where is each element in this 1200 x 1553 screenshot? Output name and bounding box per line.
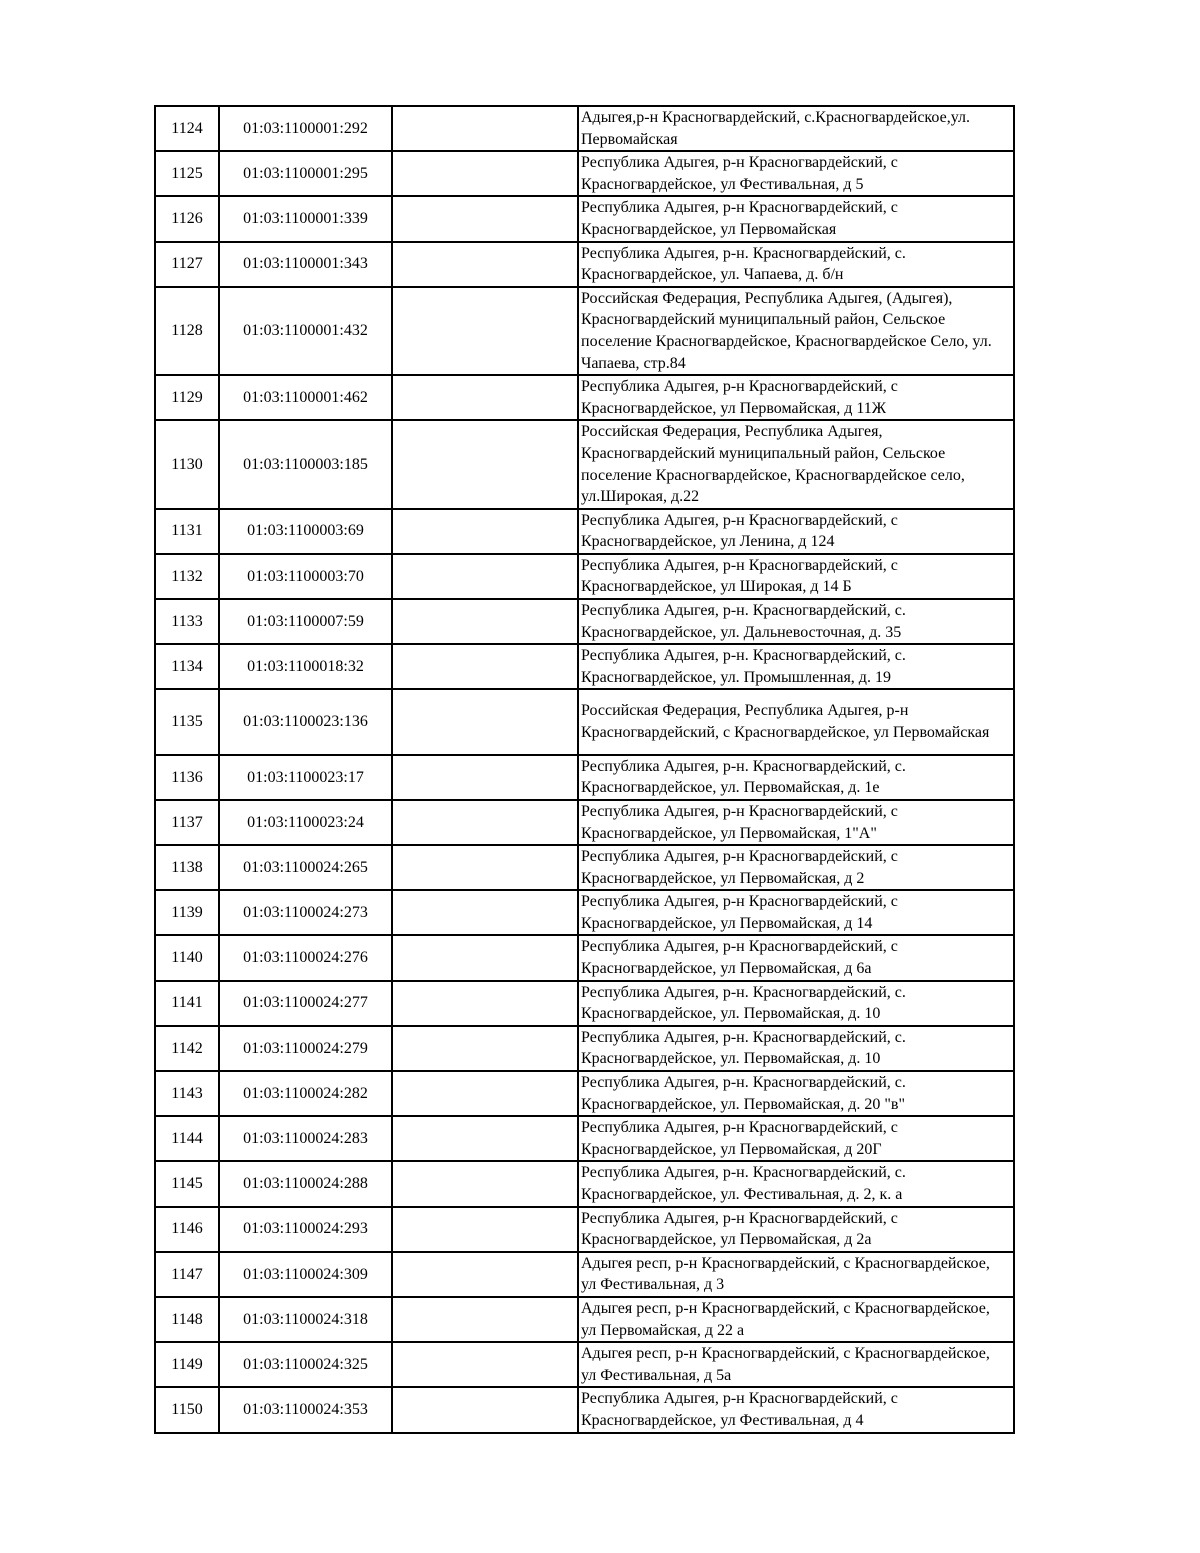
table-row	[155, 1161, 1014, 1206]
cadastral-number-cell: 01:03:1100024:283	[219, 1116, 392, 1161]
empty-cell	[392, 242, 578, 287]
cadastral-number-cell: 01:03:1100024:288	[219, 1161, 392, 1206]
empty-cell	[392, 1342, 578, 1387]
address-cell: Адыгея респ, р-н Красногвардейский, с Красногвардейское, ул Фестивальная, д 5а	[578, 1342, 1014, 1387]
empty-cell	[392, 981, 578, 1026]
cadastral-number-cell: 01:03:1100001:295	[219, 151, 392, 196]
row-number-cell: 1127	[155, 242, 219, 287]
empty-cell	[392, 644, 578, 689]
table-row	[155, 151, 1014, 196]
row-number-cell: 1135	[155, 689, 219, 754]
cadastral-number-cell: 01:03:1100024:353	[219, 1387, 392, 1432]
address-cell: Республика Адыгея, р-н Красногвардейский, с Красногвардейское, ул Фестивальная, д 4	[578, 1387, 1014, 1432]
address-cell: Республика Адыгея, р-н. Красногвардейский, с. Красногвардейское, ул. Фестивальная, д. 2, к. а	[578, 1161, 1014, 1206]
cadastral-number-cell: 01:03:1100024:265	[219, 845, 392, 890]
cadastral-number-cell: 01:03:1100024:318	[219, 1297, 392, 1342]
address-cell: Республика Адыгея, р-н. Красногвардейский, с. Красногвардейское, ул. Чапаева, д. б/н	[578, 242, 1014, 287]
row-number-cell: 1125	[155, 151, 219, 196]
empty-cell	[392, 689, 578, 754]
row-number-cell: 1137	[155, 800, 219, 845]
cadastral-number-cell: 01:03:1100024:325	[219, 1342, 392, 1387]
table-row	[155, 800, 1014, 845]
address-cell: Республика Адыгея, р-н Красногвардейский, с Красногвардейское, ул Первомайская, д 2а	[578, 1207, 1014, 1252]
address-cell: Республика Адыгея, р-н. Красногвардейский, с. Красногвардейское, ул. Первомайская, д. 10	[578, 981, 1014, 1026]
cadastral-number-cell: 01:03:1100023:136	[219, 689, 392, 754]
empty-cell	[392, 196, 578, 241]
cadastral-number-cell: 01:03:1100001:432	[219, 287, 392, 375]
empty-cell	[392, 375, 578, 420]
table-row	[155, 1207, 1014, 1252]
cadastral-number-cell: 01:03:1100001:462	[219, 375, 392, 420]
address-cell: Республика Адыгея, р-н Красногвардейский, с Красногвардейское, ул Первомайская	[578, 196, 1014, 241]
empty-cell	[392, 554, 578, 599]
cadastral-number-cell: 01:03:1100024:279	[219, 1026, 392, 1071]
cadastral-number-cell: 01:03:1100003:185	[219, 420, 392, 508]
row-number-cell: 1131	[155, 509, 219, 554]
row-number-cell: 1150	[155, 1387, 219, 1432]
table-row	[155, 890, 1014, 935]
address-cell: Республика Адыгея, р-н Красногвардейский, с Красногвардейское, ул Первомайская, д 2	[578, 845, 1014, 890]
address-cell: Адыгея респ, р-н Красногвардейский, с Красногвардейское, ул Первомайская, д 22 а	[578, 1297, 1014, 1342]
address-cell: Республика Адыгея, р-н Красногвардейский, с Красногвардейское, ул Широкая, д 14 Б	[578, 554, 1014, 599]
row-number-cell: 1129	[155, 375, 219, 420]
address-cell: Российская Федерация, Республика Адыгея, (Адыгея), Красногвардейский муниципальный район, Сельское поселение Красногвардейское, Красногвардейское Село, ул. Чапаева, стр.84	[578, 287, 1014, 375]
cadastral-number-cell: 01:03:1100001:343	[219, 242, 392, 287]
row-number-cell: 1144	[155, 1116, 219, 1161]
row-number-cell: 1145	[155, 1161, 219, 1206]
empty-cell	[392, 935, 578, 980]
table-row	[155, 1071, 1014, 1116]
cadastral-number-cell: 01:03:1100024:277	[219, 981, 392, 1026]
cadastral-number-cell: 01:03:1100024:309	[219, 1252, 392, 1297]
empty-cell	[392, 1161, 578, 1206]
address-cell: Республика Адыгея, р-н Красногвардейский, с Красногвардейское, ул Первомайская, д 6а	[578, 935, 1014, 980]
empty-cell	[392, 420, 578, 508]
address-cell: Республика Адыгея, р-н Красногвардейский, с Красногвардейское, ул Первомайская, д 11Ж	[578, 375, 1014, 420]
address-cell: Российская Федерация, Республика Адыгея, р-н Красногвардейский, с Красногвардейское, ул Первомайская	[578, 689, 1014, 754]
row-number-cell: 1130	[155, 420, 219, 508]
cadastral-number-cell: 01:03:1100024:282	[219, 1071, 392, 1116]
table-row	[155, 196, 1014, 241]
empty-cell	[392, 1207, 578, 1252]
row-number-cell: 1132	[155, 554, 219, 599]
row-number-cell: 1143	[155, 1071, 219, 1116]
address-cell: Республика Адыгея, р-н Красногвардейский, с Красногвардейское, ул Первомайская, д 20Г	[578, 1116, 1014, 1161]
table-row	[155, 420, 1014, 508]
table-row	[155, 1252, 1014, 1297]
row-number-cell: 1146	[155, 1207, 219, 1252]
table-row	[155, 689, 1014, 754]
cadastral-number-cell: 01:03:1100003:70	[219, 554, 392, 599]
row-number-cell: 1128	[155, 287, 219, 375]
address-cell: Российская Федерация, Республика Адыгея, Красногвардейский муниципальный район, Сельское поселение Красногвардейское, Красногвардейское село, ул.Широкая, д.22	[578, 420, 1014, 508]
address-cell: Республика Адыгея, р-н Красногвардейский, с Красногвардейское, ул Фестивальная, д 5	[578, 151, 1014, 196]
empty-cell	[392, 755, 578, 800]
table-row	[155, 242, 1014, 287]
table-row	[155, 1342, 1014, 1387]
address-cell: Республика Адыгея, р-н. Красногвардейский, с. Красногвардейское, ул. Первомайская, д. 10	[578, 1026, 1014, 1071]
row-number-cell: 1142	[155, 1026, 219, 1071]
cadastral-number-cell: 01:03:1100023:17	[219, 755, 392, 800]
empty-cell	[392, 890, 578, 935]
row-number-cell: 1148	[155, 1297, 219, 1342]
empty-cell	[392, 845, 578, 890]
empty-cell	[392, 151, 578, 196]
cadastral-number-cell: 01:03:1100018:32	[219, 644, 392, 689]
empty-cell	[392, 1116, 578, 1161]
address-cell: Республика Адыгея, р-н Красногвардейский, с Красногвардейское, ул Первомайская, д 14	[578, 890, 1014, 935]
cadastral-number-cell: 01:03:1100024:293	[219, 1207, 392, 1252]
row-number-cell: 1140	[155, 935, 219, 980]
row-number-cell: 1141	[155, 981, 219, 1026]
empty-cell	[392, 106, 578, 151]
table-row	[155, 287, 1014, 375]
table-row	[155, 845, 1014, 890]
table-row	[155, 981, 1014, 1026]
table-row	[155, 1387, 1014, 1432]
table-row	[155, 1116, 1014, 1161]
row-number-cell: 1138	[155, 845, 219, 890]
empty-cell	[392, 1026, 578, 1071]
empty-cell	[392, 1252, 578, 1297]
row-number-cell: 1147	[155, 1252, 219, 1297]
table-row	[155, 554, 1014, 599]
table-row	[155, 935, 1014, 980]
row-number-cell: 1149	[155, 1342, 219, 1387]
address-cell: Республика Адыгея, р-н. Красногвардейский, с. Красногвардейское, ул. Промышленная, д. 19	[578, 644, 1014, 689]
cadastral-number-cell: 01:03:1100023:24	[219, 800, 392, 845]
cadastral-number-cell: 01:03:1100024:276	[219, 935, 392, 980]
empty-cell	[392, 1071, 578, 1116]
empty-cell	[392, 1387, 578, 1432]
row-number-cell: 1139	[155, 890, 219, 935]
table-row	[155, 755, 1014, 800]
cadastral-table	[154, 105, 1015, 1434]
address-cell: Республика Адыгея, р-н. Красногвардейский, с. Красногвардейское, ул. Дальневосточная, д. 35	[578, 599, 1014, 644]
address-cell: Адыгея респ, р-н Красногвардейский, с Красногвардейское, ул Фестивальная, д 3	[578, 1252, 1014, 1297]
table-row	[155, 1297, 1014, 1342]
empty-cell	[392, 509, 578, 554]
row-number-cell: 1126	[155, 196, 219, 241]
address-cell: Республика Адыгея, р-н. Красногвардейский, с. Красногвардейское, ул. Первомайская, д. 20 "в"	[578, 1071, 1014, 1116]
empty-cell	[392, 800, 578, 845]
address-cell: Адыгея,р-н Красногвардейский, с.Красногвардейское,ул. Первомайская	[578, 106, 1014, 151]
table-row	[155, 644, 1014, 689]
cadastral-number-cell: 01:03:1100003:69	[219, 509, 392, 554]
table-row	[155, 1026, 1014, 1071]
row-number-cell: 1133	[155, 599, 219, 644]
address-cell: Республика Адыгея, р-н. Красногвардейский, с. Красногвардейское, ул. Первомайская, д. 1е	[578, 755, 1014, 800]
table-body	[155, 106, 1014, 1433]
address-cell: Республика Адыгея, р-н Красногвардейский, с Красногвардейское, ул Первомайская, 1"А"	[578, 800, 1014, 845]
row-number-cell: 1124	[155, 106, 219, 151]
cadastral-number-cell: 01:03:1100001:339	[219, 196, 392, 241]
cadastral-number-cell: 01:03:1100007:59	[219, 599, 392, 644]
empty-cell	[392, 599, 578, 644]
table-row	[155, 375, 1014, 420]
empty-cell	[392, 1297, 578, 1342]
address-cell: Республика Адыгея, р-н Красногвардейский, с Красногвардейское, ул Ленина, д 124	[578, 509, 1014, 554]
empty-cell	[392, 287, 578, 375]
row-number-cell: 1136	[155, 755, 219, 800]
table-row	[155, 106, 1014, 151]
table-row	[155, 599, 1014, 644]
cadastral-number-cell: 01:03:1100001:292	[219, 106, 392, 151]
row-number-cell: 1134	[155, 644, 219, 689]
cadastral-number-cell: 01:03:1100024:273	[219, 890, 392, 935]
table-row	[155, 509, 1014, 554]
